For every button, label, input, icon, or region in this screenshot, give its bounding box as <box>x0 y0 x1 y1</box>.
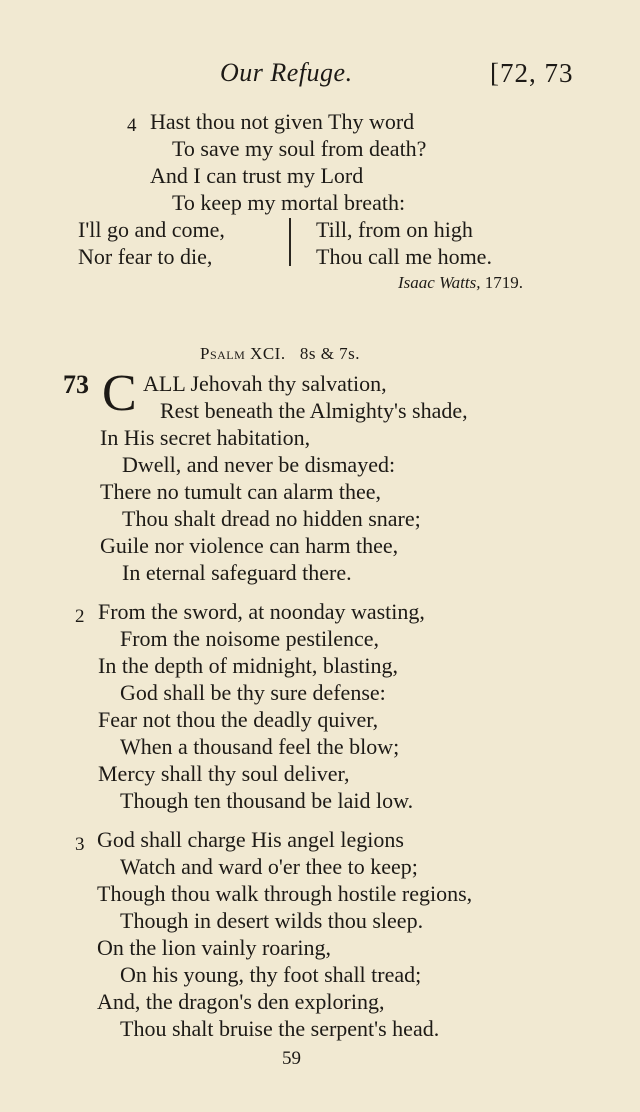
verse-line: Though ten thousand be laid low. <box>120 788 414 813</box>
stanza-number: 2 <box>75 606 85 627</box>
tune-name: Psalm XCI. <box>200 344 286 363</box>
verse-line: To keep my mortal breath: <box>172 190 406 215</box>
drop-cap: C <box>102 365 137 422</box>
hymn-heading <box>200 344 360 364</box>
verse-line: Though in desert wilds thou sleep. <box>120 908 424 933</box>
verse-line: There no tumult can alarm thee, <box>100 479 381 504</box>
split-line-left: I'll go and come, <box>78 217 225 242</box>
verse-line: On his young, thy foot shall tread; <box>120 962 422 987</box>
verse-line: Hast thou not given Thy word <box>150 109 415 134</box>
author-year: 1719. <box>484 273 523 292</box>
verse-line: Dwell, and never be dismayed: <box>122 452 396 477</box>
author-attribution <box>398 273 523 293</box>
verse-line: On the lion vainly roaring, <box>97 935 332 960</box>
verse-line: From the sword, at noonday wasting, <box>98 599 425 624</box>
verse-line: Though thou walk through hostile regions, <box>97 881 473 906</box>
verse-line: Rest beneath the Almighty's shade, <box>160 398 468 423</box>
verse-line: In His secret habitation, <box>100 425 311 450</box>
page-number: 59 <box>282 1048 301 1069</box>
verse-line: And, the dragon's den exploring, <box>97 989 385 1014</box>
split-line-right: Till, from on high <box>316 217 473 242</box>
verse-line: Watch and ward o'er thee to keep; <box>120 854 418 879</box>
verse-line: When a thousand feel the blow; <box>120 734 400 759</box>
verse-line: To save my soul from death? <box>172 136 427 161</box>
verse-line: Thou shalt dread no hidden snare; <box>122 506 421 531</box>
stanza-number: 3 <box>75 834 85 855</box>
hymn-number-range: [72, 73 <box>490 58 574 88</box>
author-name: Isaac Watts, <box>398 273 481 292</box>
verse-line: ALL Jehovah thy salvation, <box>143 371 387 396</box>
running-title: Our Refuge. <box>220 58 353 87</box>
stanza-number: 4 <box>127 115 137 136</box>
verse-line: Guile nor violence can harm thee, <box>100 533 399 558</box>
split-line-right: Thou call me home. <box>316 244 492 269</box>
hymn-number: 73 <box>63 370 89 399</box>
verse-line: In the depth of midnight, blasting, <box>98 653 399 678</box>
verse-line: And I can trust my Lord <box>150 163 364 188</box>
verse-line: Thou shalt bruise the serpent's head. <box>120 1016 440 1041</box>
verse-line: Fear not thou the deadly quiver, <box>98 707 379 732</box>
split-line-left: Nor fear to die, <box>78 244 213 269</box>
verse-line: God shall be thy sure defense: <box>120 680 386 705</box>
verse-line: God shall charge His angel legions <box>97 827 404 852</box>
verse-line: In eternal safeguard there. <box>122 560 352 585</box>
verse-line: From the noisome pestilence, <box>120 626 380 651</box>
meter: 8s & 7s. <box>299 344 361 363</box>
verse-line: Mercy shall thy soul deliver, <box>98 761 350 786</box>
column-divider <box>289 218 291 266</box>
